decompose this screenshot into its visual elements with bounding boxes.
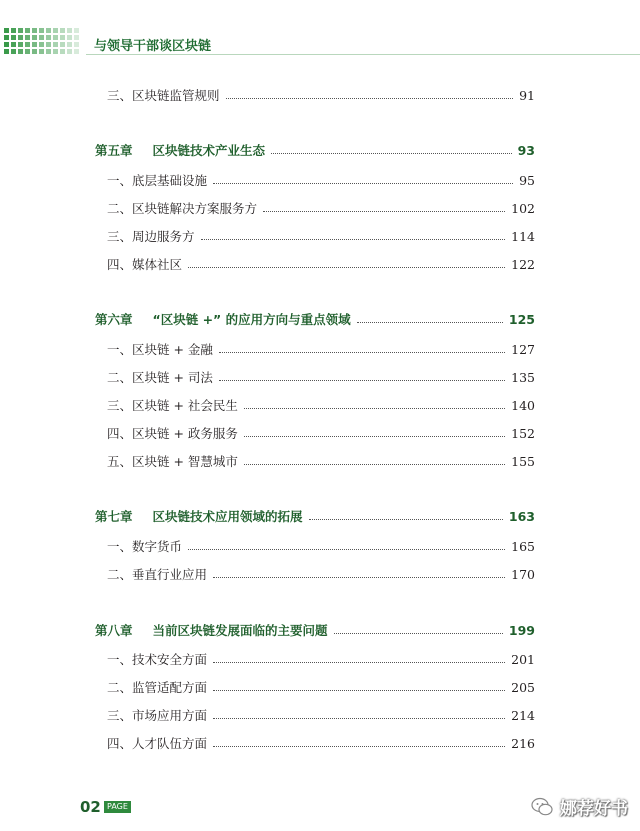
grid-dot	[4, 28, 9, 33]
grid-dot	[32, 35, 37, 40]
grid-dot	[46, 42, 51, 47]
toc-label: 二、区块链 + 司法	[107, 370, 213, 385]
dot-leader	[357, 320, 503, 323]
chapter-number: 第六章	[95, 312, 133, 327]
grid-dot	[60, 42, 65, 47]
grid-dot	[32, 42, 37, 47]
chapter-title: 当前区块链发展面临的主要问题	[152, 623, 328, 638]
grid-dot	[74, 28, 79, 33]
grid-dot	[53, 42, 58, 47]
toc-label: 四、区块链 + 政务服务	[107, 426, 238, 441]
toc-page-number: 165	[511, 538, 535, 554]
toc-label: 五、区块链 + 智慧城市	[107, 454, 238, 469]
toc-page-number: 199	[508, 622, 535, 638]
grid-dot	[74, 42, 79, 47]
dot-leader	[213, 575, 505, 578]
grid-dot	[67, 28, 72, 33]
toc-page-number: 214	[511, 707, 535, 723]
footer-page-tag: PAGE	[104, 801, 131, 813]
toc-row[interactable]	[0, 198, 640, 218]
chapter-number: 第五章	[95, 143, 133, 158]
header-divider	[86, 54, 640, 55]
grid-dot	[4, 35, 9, 40]
grid-dot	[25, 35, 30, 40]
toc-page-number: 93	[517, 142, 535, 158]
toc-label: 三、区块链监管规则	[107, 88, 220, 103]
toc-row[interactable]	[0, 620, 640, 640]
dot-leader	[188, 547, 505, 550]
grid-dot	[4, 49, 9, 54]
toc-page-number: 152	[511, 425, 535, 441]
toc-label: 三、市场应用方面	[107, 708, 208, 723]
toc-label: 二、监管适配方面	[107, 680, 208, 695]
grid-dot	[53, 49, 58, 54]
toc-page-number: 140	[511, 397, 535, 413]
grid-dot	[25, 28, 30, 33]
dot-leader	[309, 517, 503, 520]
grid-dot	[39, 49, 44, 54]
toc-label: 三、区块链 + 社会民生	[107, 398, 238, 413]
toc-page-number: 95	[519, 172, 535, 188]
grid-dot	[46, 35, 51, 40]
dot-leader	[188, 265, 505, 268]
grid-dot	[67, 35, 72, 40]
grid-dot	[53, 35, 58, 40]
toc-page-number: 205	[511, 679, 535, 695]
grid-dot	[18, 35, 23, 40]
chapter-title: 区块链技术产业生态	[152, 143, 266, 158]
toc-label: 一、数字货币	[107, 539, 183, 554]
toc-page-number: 91	[519, 87, 535, 103]
dot-leader	[219, 350, 505, 353]
toc-label: 三、周边服务方	[107, 229, 195, 244]
running-header	[0, 28, 640, 60]
dot-leader	[213, 744, 505, 747]
chapter-number: 第七章	[95, 509, 133, 524]
toc-row[interactable]	[0, 395, 640, 415]
dot-leader	[213, 688, 505, 691]
toc-row[interactable]	[0, 451, 640, 471]
toc-row[interactable]	[0, 423, 640, 443]
toc-label	[95, 621, 328, 639]
wechat-icon	[530, 795, 554, 819]
footer-page-number: 02	[80, 798, 101, 816]
toc-label: 四、媒体社区	[107, 257, 183, 272]
grid-dot	[60, 28, 65, 33]
watermark	[530, 794, 628, 819]
grid-dot	[11, 49, 16, 54]
toc-row[interactable]	[0, 309, 640, 329]
dot-leader	[213, 660, 505, 663]
grid-dot	[11, 42, 16, 47]
toc-label: 一、区块链 + 金融	[107, 342, 213, 357]
toc-label	[95, 310, 351, 328]
toc-row[interactable]	[0, 733, 640, 753]
grid-dot	[39, 35, 44, 40]
toc-row[interactable]	[0, 339, 640, 359]
grid-dot	[32, 49, 37, 54]
toc-label	[95, 141, 265, 159]
toc-row[interactable]	[0, 226, 640, 246]
grid-dot	[11, 35, 16, 40]
chapter-title: “区块链 +” 的应用方向与重点领域	[152, 312, 351, 327]
grid-dot	[25, 42, 30, 47]
grid-dot	[25, 49, 30, 54]
toc-row[interactable]	[0, 564, 640, 584]
toc-row[interactable]	[0, 170, 640, 190]
toc-page-number: 201	[511, 651, 535, 667]
dot-leader	[334, 631, 503, 634]
grid-dot	[74, 49, 79, 54]
toc-page-number: 125	[508, 311, 535, 327]
watermark-text: 娜荐好书	[560, 799, 628, 819]
dot-leader	[244, 406, 505, 409]
dot-leader	[226, 96, 514, 99]
toc-page-number: 216	[511, 735, 535, 751]
dot-leader	[263, 209, 505, 212]
dot-leader	[219, 378, 505, 381]
grid-dot	[46, 49, 51, 54]
grid-dot	[46, 28, 51, 33]
grid-dot	[4, 42, 9, 47]
toc-row[interactable]	[0, 85, 640, 105]
toc-page-number: 135	[511, 369, 535, 385]
grid-dot	[39, 42, 44, 47]
toc-row[interactable]	[0, 254, 640, 274]
grid-dot	[18, 28, 23, 33]
dot-leader	[244, 434, 505, 437]
toc-label: 四、人才队伍方面	[107, 736, 208, 751]
grid-dot	[60, 35, 65, 40]
toc-page-number: 114	[511, 228, 535, 244]
toc-row[interactable]	[0, 705, 640, 725]
dot-leader	[271, 151, 512, 154]
toc-row[interactable]	[0, 677, 640, 697]
toc-page-number: 170	[511, 566, 535, 582]
grid-dot	[39, 28, 44, 33]
toc-row[interactable]	[0, 506, 640, 526]
dot-leader	[244, 462, 505, 465]
toc-row[interactable]	[0, 649, 640, 669]
grid-dot	[60, 49, 65, 54]
toc-row[interactable]	[0, 536, 640, 556]
toc-page-number: 155	[511, 453, 535, 469]
toc-label: 二、区块链解决方案服务方	[107, 201, 258, 216]
decorative-dot-grid	[4, 28, 84, 56]
toc-label: 一、底层基础设施	[107, 173, 208, 188]
toc-label: 一、技术安全方面	[107, 652, 208, 667]
grid-dot	[53, 28, 58, 33]
grid-dot	[67, 42, 72, 47]
grid-dot	[74, 35, 79, 40]
grid-dot	[32, 28, 37, 33]
chapter-title: 区块链技术应用领域的拓展	[152, 509, 303, 524]
grid-dot	[18, 49, 23, 54]
toc-page-number: 163	[508, 508, 535, 524]
chapter-number: 第八章	[95, 623, 133, 638]
toc-page-number: 127	[511, 341, 535, 357]
dot-leader	[213, 181, 513, 184]
toc-label	[95, 507, 303, 525]
toc-row[interactable]	[0, 140, 640, 160]
grid-dot	[18, 42, 23, 47]
grid-dot	[11, 28, 16, 33]
grid-dot	[67, 49, 72, 54]
dot-leader	[213, 716, 505, 719]
toc-label: 二、垂直行业应用	[107, 567, 208, 582]
book-title: 与领导干部谈区块链	[94, 39, 212, 54]
toc-page-number: 122	[511, 256, 535, 272]
toc-page-number: 102	[511, 200, 535, 216]
toc-row[interactable]	[0, 367, 640, 387]
dot-leader	[201, 237, 506, 240]
